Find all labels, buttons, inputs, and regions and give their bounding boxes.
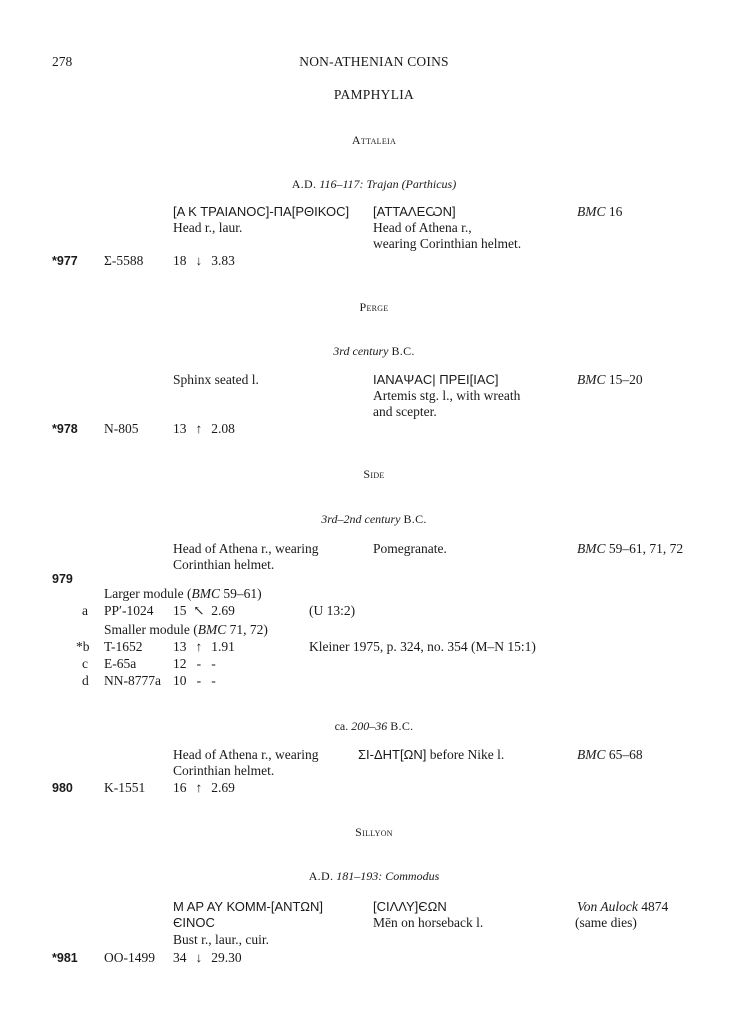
reverse-description	[358, 747, 504, 763]
module-range: 71, 72)	[226, 622, 268, 637]
period-dates: 3rd century	[333, 344, 389, 358]
reverse-description-line2: and scepter.	[373, 404, 437, 419]
reference-source: Von Aulock	[577, 899, 638, 914]
module-source: BMC	[191, 586, 220, 601]
die-axis-icon: -	[196, 656, 202, 671]
obverse-description-line2: Corinthian helmet.	[173, 763, 275, 778]
variety-letter: d	[82, 673, 89, 688]
coin-measurements	[173, 950, 242, 966]
page-number: 278	[52, 54, 73, 69]
period-perge	[0, 343, 748, 359]
module-heading-larger	[104, 586, 262, 602]
city-heading-perge: Perge	[359, 300, 389, 314]
module-range: 59–61)	[219, 586, 262, 601]
coin-measurements	[173, 673, 216, 689]
period-ruler: Commodus	[385, 869, 440, 883]
variety-letter: a	[82, 603, 88, 618]
inventory-number: Σ-5588	[104, 253, 144, 268]
running-head: NON-ATHENIAN COINS	[299, 54, 449, 69]
obverse-legend: [Α Κ ΤΡΑΙΑΝΟϹ]-ΠΑ[ΡΘΙΚΟϹ]	[173, 204, 350, 219]
entry-number: 979	[52, 572, 73, 586]
module-heading-smaller	[104, 622, 268, 638]
obverse-description: Sphinx seated l.	[173, 372, 259, 387]
coin-size: 34	[173, 950, 187, 965]
reverse-description-line1: Artemis stg. l., with wreath	[373, 388, 521, 403]
coin-weight: -	[211, 673, 216, 688]
obverse-description: Head r., laur.	[173, 220, 243, 235]
obverse-description-line1: Head of Athena r., wearing	[173, 747, 319, 762]
variety-letter: *b	[76, 639, 90, 654]
module-label: Smaller module (	[104, 622, 198, 637]
variety-note: Kleiner 1975, p. 324, no. 354 (M–N 15:1)	[309, 639, 536, 654]
reverse-legend: ΙΑΝΑΨΑϹ| ΠΡΕΙ[ΙΑϹ]	[373, 372, 499, 387]
reference-source: BMC	[577, 204, 606, 219]
die-axis-icon: -	[196, 673, 202, 688]
die-axis-icon: ↑	[195, 639, 203, 654]
reference-number: 65–68	[608, 747, 643, 762]
period-prefix: A.D.	[308, 869, 334, 883]
die-axis-icon: ↓	[195, 253, 203, 268]
city-heading-attaleia: Attaleia	[351, 133, 397, 147]
entry-number: *977	[52, 254, 78, 268]
region-title: PAMPHYLIA	[333, 87, 415, 102]
reference-source: BMC	[577, 372, 606, 387]
period-side-2	[0, 718, 748, 734]
inventory-number: PP′-1024	[104, 603, 154, 618]
die-axis-icon: ↑	[195, 780, 203, 795]
coin-measurements	[173, 603, 235, 619]
reverse-description: Pomegranate.	[373, 541, 447, 556]
period-dates: 3rd–2nd century	[321, 512, 401, 526]
reference-number: 59–61, 71, 72	[608, 541, 684, 556]
obverse-description-line2: Corinthian helmet.	[173, 557, 275, 572]
inventory-number: K-1551	[104, 780, 146, 795]
period-ruler: Trajan (Parthicus)	[366, 177, 457, 191]
period-sillyon	[0, 868, 748, 884]
coin-measurements	[173, 656, 216, 672]
coin-size: 10	[173, 673, 187, 688]
coin-weight: 2.69	[211, 780, 235, 795]
coin-measurements	[173, 639, 235, 655]
reference-source: BMC	[577, 747, 606, 762]
variety-letter: c	[82, 656, 88, 671]
reference	[577, 372, 643, 388]
reference-number: 16	[608, 204, 623, 219]
reference-note: (same dies)	[575, 915, 637, 930]
period-era: B.C.	[391, 344, 415, 358]
period-prefix: ca.	[334, 719, 349, 733]
inventory-number: T-1652	[104, 639, 143, 654]
period-era: B.C.	[390, 719, 414, 733]
reference-number: 15–20	[608, 372, 643, 387]
entry-number: *981	[52, 951, 78, 965]
period-side-1	[0, 511, 748, 527]
entry-number: 980	[52, 781, 73, 795]
reverse-legend: [ϹΙΛΛΥ]ЄΩΝ	[373, 899, 447, 914]
reference	[577, 204, 622, 220]
coin-size: 13	[173, 639, 187, 654]
obverse-legend-line2: ЄΙΝΟϹ	[173, 915, 215, 930]
inventory-number: OO-1499	[104, 950, 155, 965]
coin-weight: 29.30	[211, 950, 242, 965]
city-heading-sillyon: Sillyon	[355, 825, 393, 839]
coin-weight: -	[211, 656, 216, 671]
coin-weight: 2.08	[211, 421, 235, 436]
inventory-number: E-65a	[104, 656, 137, 671]
city-heading-side: Side	[363, 467, 385, 481]
reference	[577, 899, 668, 915]
module-label: Larger module (	[104, 586, 192, 601]
period-dates: 181–193:	[336, 869, 383, 883]
period-prefix: A.D.	[291, 177, 317, 191]
obverse-description: Bust r., laur., cuir.	[173, 932, 269, 947]
coin-weight: 2.69	[211, 603, 235, 618]
coin-measurements	[173, 780, 235, 796]
reverse-description-line1: Head of Athena r.,	[373, 220, 472, 235]
reference	[577, 541, 683, 557]
reverse-type: before Nike l.	[426, 747, 505, 762]
reverse-legend: ΣΙ-ΔΗΤ[ΩΝ]	[358, 747, 427, 762]
obverse-description-line1: Head of Athena r., wearing	[173, 541, 319, 556]
entry-number: *978	[52, 422, 78, 436]
variety-note: (U 13:2)	[309, 603, 356, 618]
die-axis-icon: ↓	[195, 950, 203, 965]
coin-size: 15	[173, 603, 187, 618]
coin-measurements	[173, 421, 235, 437]
reverse-description-line2: wearing Corinthian helmet.	[373, 236, 522, 251]
reference	[577, 747, 643, 763]
obverse-legend-line1: Μ ΑΡ ΑΥ ΚΟΜΜ-[ΑΝΤΩΝ]	[173, 899, 323, 914]
period-dates: 200–36	[351, 719, 388, 733]
coin-size: 18	[173, 253, 187, 268]
die-axis-icon: ↑	[195, 421, 203, 436]
reference-source: BMC	[577, 541, 606, 556]
coin-size: 16	[173, 780, 187, 795]
reverse-description: Mēn on horseback l.	[373, 915, 484, 930]
reverse-legend: [ΑΤΤΑΛΕѠΝ]	[373, 204, 456, 219]
coin-weight: 3.83	[211, 253, 235, 268]
coin-weight: 1.91	[211, 639, 235, 654]
reference-number: 4874	[641, 899, 669, 914]
inventory-number: NN-8777a	[104, 673, 161, 688]
inventory-number: N-805	[104, 421, 139, 436]
coin-measurements	[173, 253, 235, 269]
period-attaleia	[0, 176, 748, 192]
coin-size: 12	[173, 656, 187, 671]
period-era: B.C.	[403, 512, 427, 526]
period-dates: 116–117:	[319, 177, 364, 191]
coin-size: 13	[173, 421, 187, 436]
die-axis-icon: ↖	[193, 603, 205, 618]
module-source: BMC	[197, 622, 227, 637]
